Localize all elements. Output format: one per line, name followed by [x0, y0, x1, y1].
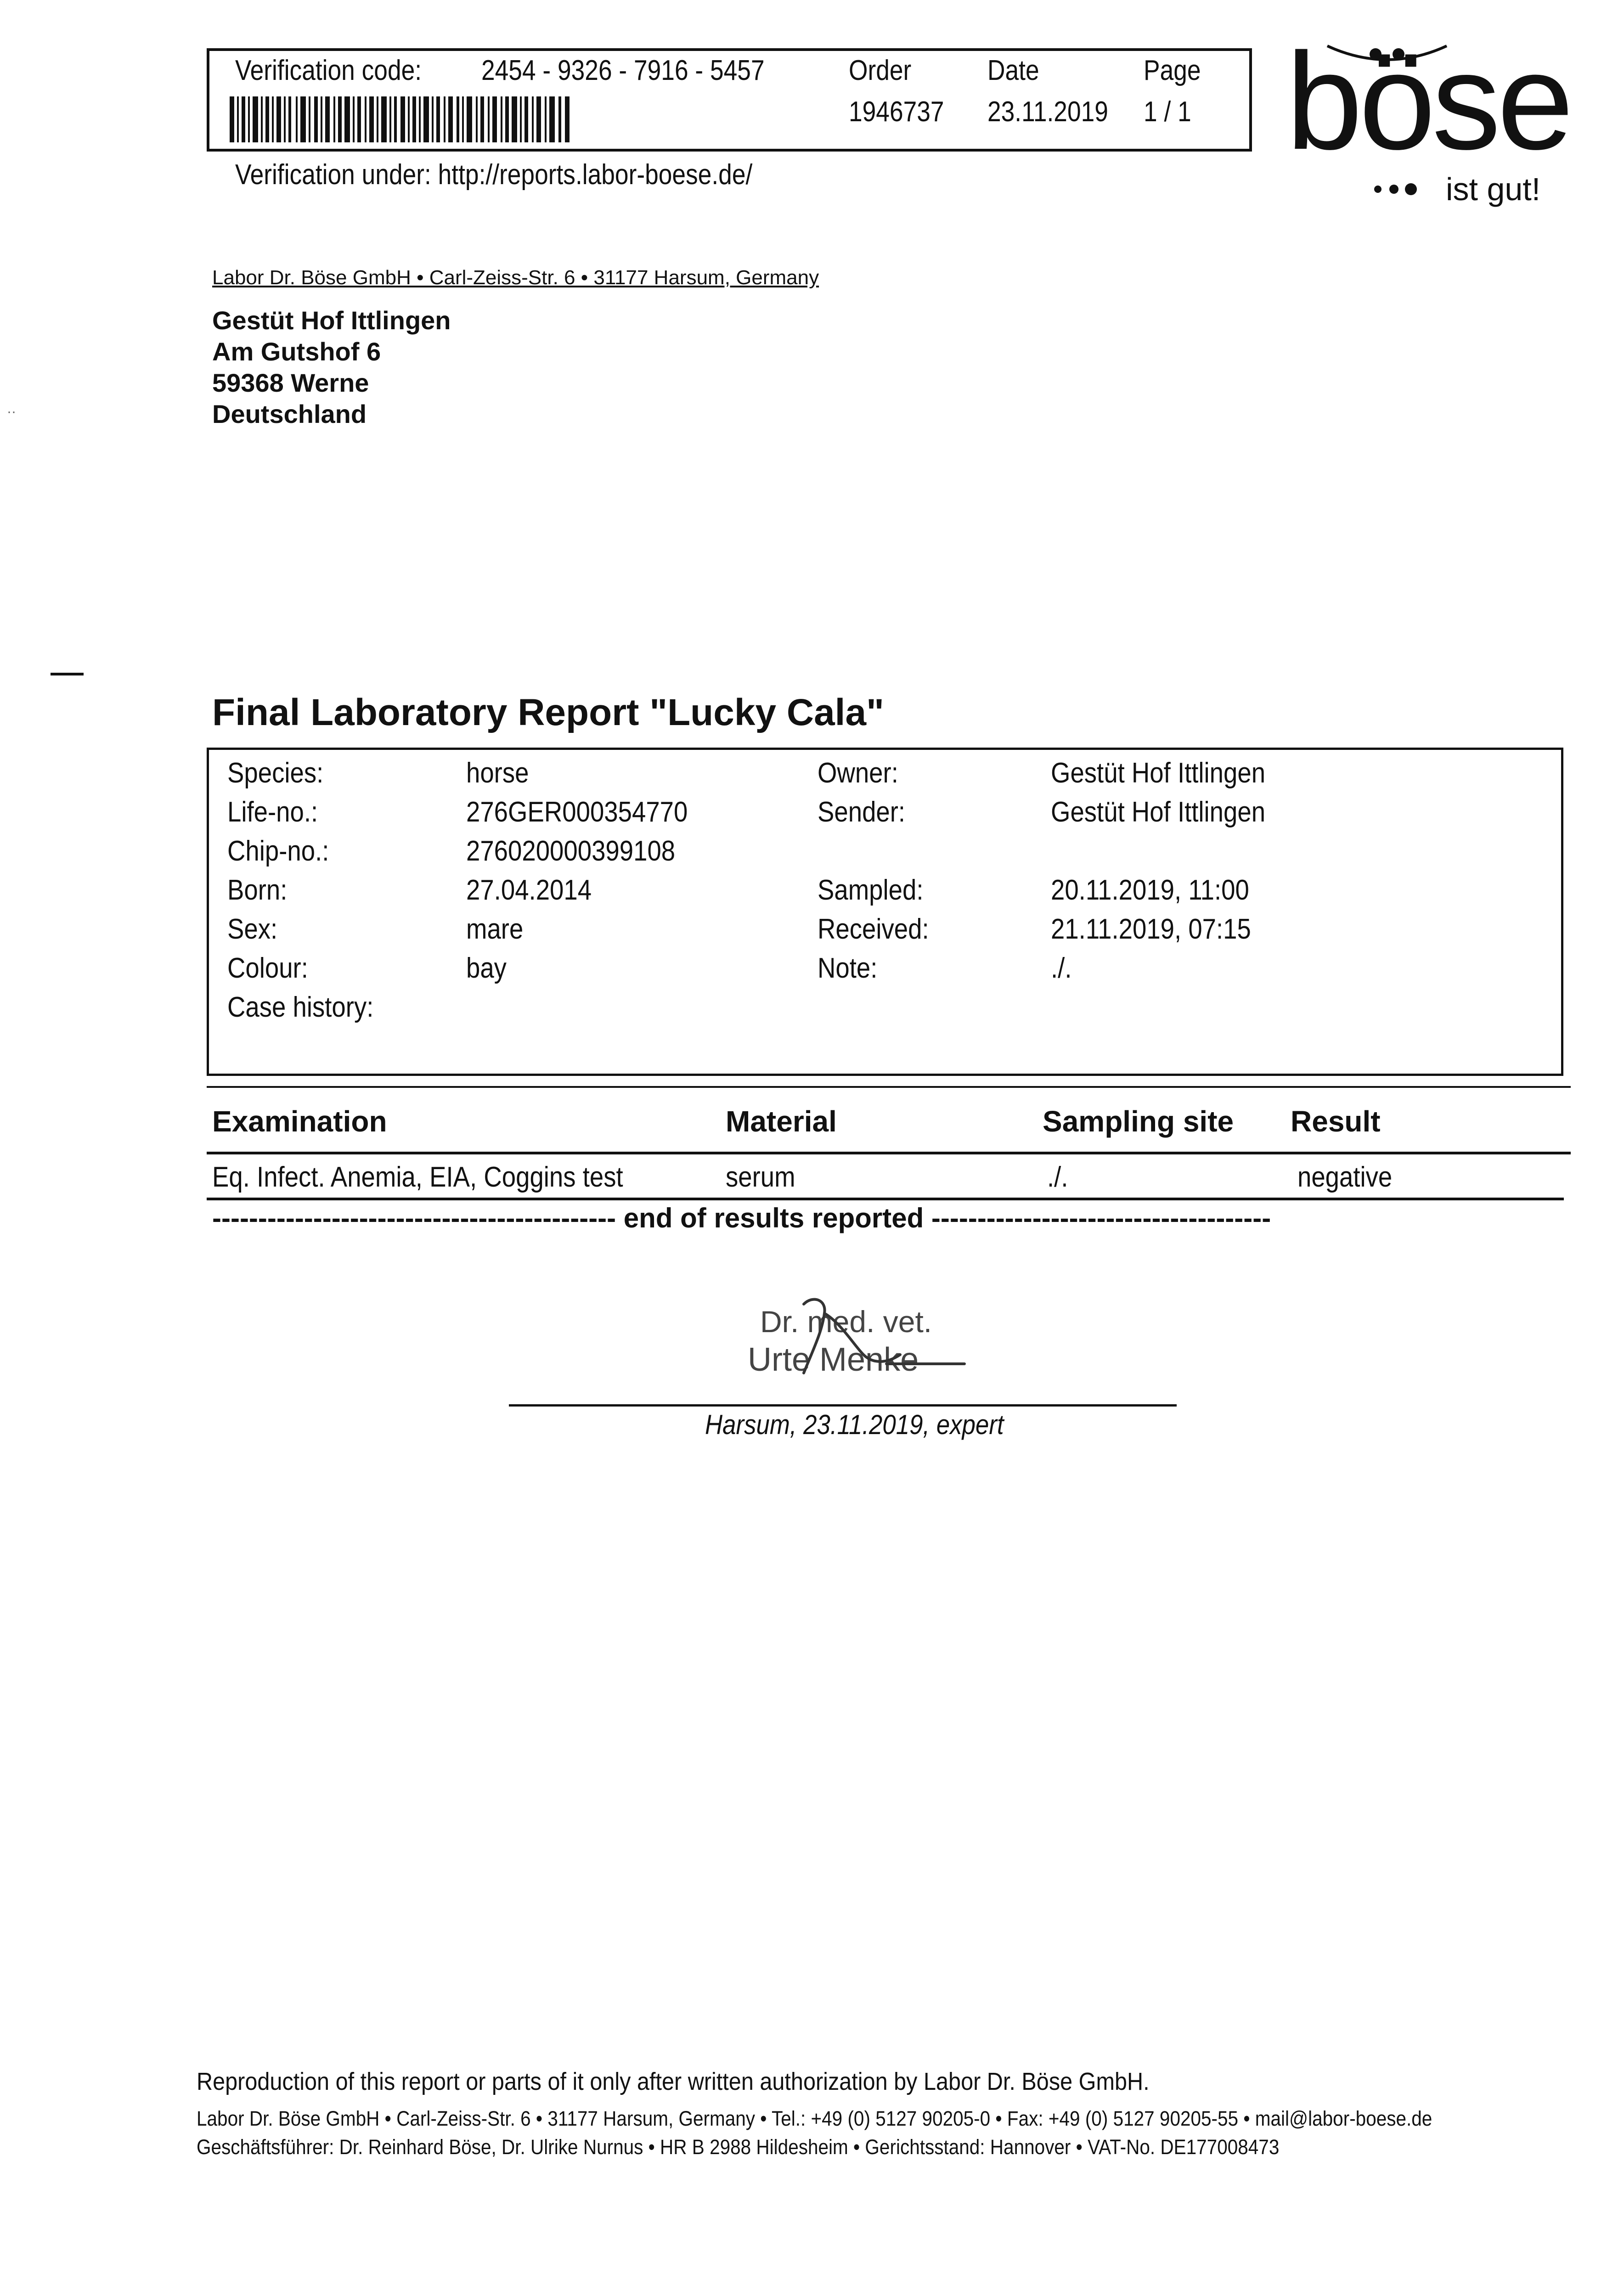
colour-value: bay	[466, 952, 507, 984]
verification-code: 2454 - 9326 - 7916 - 5457	[481, 55, 765, 86]
received-value: 21.11.2019, 07:15	[1051, 913, 1251, 945]
handwritten-signature	[735, 1295, 974, 1387]
life-no-label: Life-no.:	[227, 796, 318, 828]
result-value: negative	[1297, 1161, 1393, 1193]
verification-url: Verification under: http://reports.labor-boese.de/	[235, 159, 753, 191]
report-title: Final Laboratory Report "Lucky Cala"	[212, 692, 884, 733]
sex-value: mare	[466, 913, 524, 945]
result-sampling-site: ./.	[1047, 1161, 1068, 1193]
result-material: serum	[726, 1161, 795, 1193]
species-value: horse	[466, 757, 529, 789]
col-header-examination: Examination	[212, 1105, 387, 1138]
chip-no-label: Chip-no.:	[227, 835, 329, 867]
recipient-name: Gestüt Hof Ittlingen	[212, 306, 451, 335]
sampled-value: 20.11.2019, 11:00	[1051, 874, 1249, 906]
footer-contact: Labor Dr. Böse GmbH • Carl-Zeiss-Str. 6 • 31177 Harsum, Germany • Tel.: +49 (0) 5127 90205-0 • Fax: +49 (0) 5127 90205-55 • mail@labor-boese.de	[197, 2107, 1432, 2130]
order-label: Order	[849, 55, 912, 86]
signature-stamp-name: Urte Menke	[748, 1341, 919, 1378]
recipient-street: Am Gutshof 6	[212, 337, 381, 366]
note-value: ./.	[1051, 952, 1072, 984]
result-examination: Eq. Infect. Anemia, EIA, Coggins test	[212, 1161, 623, 1193]
col-header-material: Material	[726, 1105, 837, 1138]
margin-dots: ··	[7, 404, 16, 419]
sender-value: Gestüt Hof Ittlingen	[1051, 796, 1266, 828]
logo-tagline: ist gut!	[1446, 171, 1541, 207]
date-label: Date	[987, 55, 1039, 86]
logo-dots-icon	[1373, 179, 1424, 197]
sender-label: Sender:	[818, 796, 906, 828]
end-of-results-line: -------------------------------------------- end of results reported -------------------------------------	[212, 1203, 1271, 1233]
sender-address-line: Labor Dr. Böse GmbH • Carl-Zeiss-Str. 6 • 31177 Harsum, Germany	[212, 266, 819, 289]
results-header-top-rule	[207, 1086, 1571, 1088]
signature-stamp-title: Dr. med. vet.	[760, 1305, 932, 1339]
page-value: 1 / 1	[1144, 96, 1191, 128]
sampled-label: Sampled:	[818, 874, 924, 906]
received-label: Received:	[818, 913, 929, 945]
chip-no-value: 276020000399108	[466, 835, 676, 867]
sex-label: Sex:	[227, 913, 278, 945]
recipient-country: Deutschland	[212, 400, 367, 428]
date-value: 23.11.2019	[987, 96, 1108, 128]
margin-dash	[51, 673, 84, 675]
born-value: 27.04.2014	[466, 874, 592, 906]
owner-label: Owner:	[818, 757, 898, 789]
company-logo: böse	[1286, 24, 1570, 178]
barcode	[230, 96, 570, 142]
life-no-value: 276GER000354770	[466, 796, 688, 828]
page-label: Page	[1144, 55, 1201, 86]
born-label: Born:	[227, 874, 288, 906]
species-label: Species:	[227, 757, 324, 789]
footer-reproduction-note: Reproduction of this report or parts of it only after written authorization by Labor Dr. Böse GmbH.	[197, 2068, 1150, 2095]
note-label: Note:	[818, 952, 878, 984]
colour-label: Colour:	[227, 952, 308, 984]
order-value: 1946737	[849, 96, 944, 128]
col-header-result: Result	[1291, 1105, 1381, 1138]
verification-label: Verification code:	[235, 55, 422, 86]
footer-registration: Geschäftsführer: Dr. Reinhard Böse, Dr. Ulrike Nurnus • HR B 2988 Hildesheim • Gerichtsstand: Hannover • VAT-No. DE177008473	[197, 2135, 1280, 2159]
case-history-label: Case history:	[227, 991, 374, 1023]
signature-rule	[509, 1404, 1177, 1407]
owner-value: Gestüt Hof Ittlingen	[1051, 757, 1266, 789]
results-header-rule	[207, 1152, 1571, 1154]
signature-caption: Harsum, 23.11.2019, expert	[705, 1409, 1004, 1440]
col-header-sampling-site: Sampling site	[1043, 1105, 1234, 1138]
results-row-rule	[207, 1198, 1564, 1200]
recipient-city: 59368 Werne	[212, 368, 369, 397]
